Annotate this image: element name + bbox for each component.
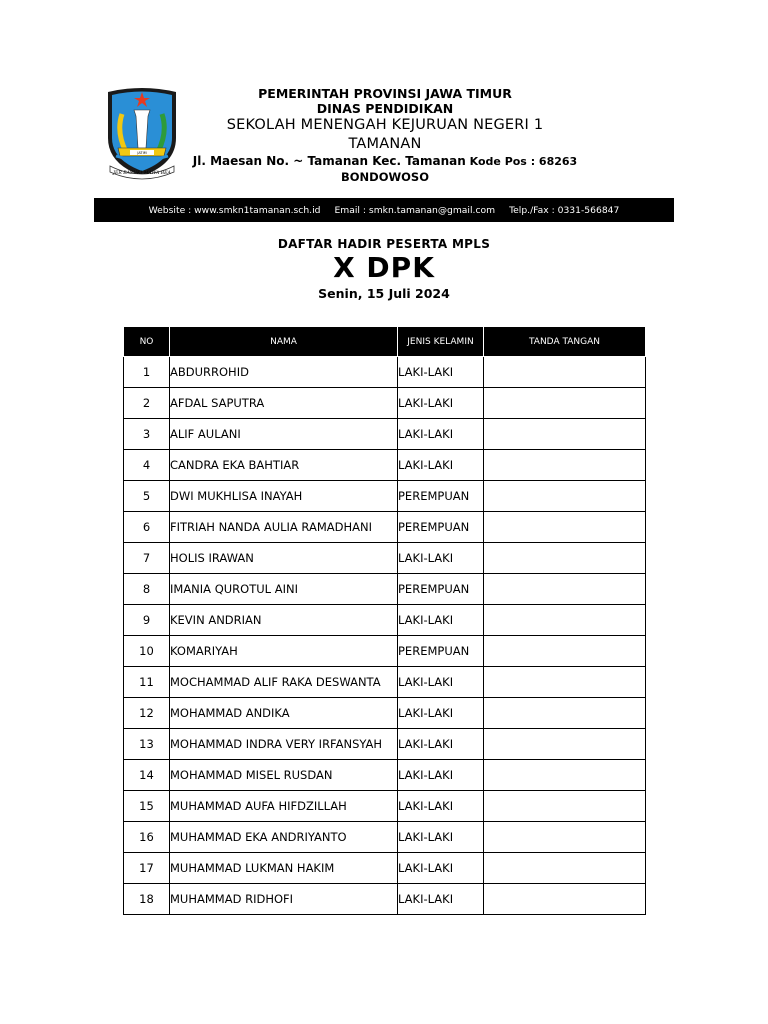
row-number: 18 [124,884,170,915]
student-name: HOLIS IRAWAN [170,543,398,574]
gender: LAKI-LAKI [398,853,484,884]
table-row [124,512,646,543]
department-line: DINAS PENDIDIKAN [316,101,454,116]
signature-cell[interactable] [484,791,646,822]
document-date: Senin, 15 Juli 2024 [318,286,450,301]
table-row [124,884,646,915]
gender: PEREMPUAN [398,481,484,512]
signature-cell[interactable] [484,450,646,481]
row-number: 16 [124,822,170,853]
table-row [124,729,646,760]
city-line: BONDOWOSO [340,170,429,184]
letterhead [190,86,580,185]
signature-cell[interactable] [484,729,646,760]
signature-cell[interactable] [484,667,646,698]
student-name: MOHAMMAD ANDIKA [170,698,398,729]
table-body [124,357,646,915]
student-name: FITRIAH NANDA AULIA RAMADHANI [170,512,398,543]
student-name: AFDAL SAPUTRA [170,388,398,419]
row-number: 10 [124,636,170,667]
table-row [124,698,646,729]
school-name: SEKOLAH MENENGAH KEJURUAN NEGERI 1 [226,117,544,133]
postal-code: Kode Pos : 68263 [469,155,578,168]
gender: LAKI-LAKI [398,450,484,481]
row-number: 11 [124,667,170,698]
signature-cell[interactable] [484,543,646,574]
gender: LAKI-LAKI [398,543,484,574]
signature-cell[interactable] [484,419,646,450]
header-jenis-kelamin: JENIS KELAMIN [398,327,484,357]
signature-cell[interactable] [484,636,646,667]
east-java-emblem-logo [104,86,180,180]
table-row [124,574,646,605]
gender: LAKI-LAKI [398,884,484,915]
email-text: Email : smkn.tamanan@gmail.com [334,204,496,216]
attendance-table [123,326,646,915]
signature-cell[interactable] [484,481,646,512]
signature-cell[interactable] [484,605,646,636]
gender: LAKI-LAKI [398,822,484,853]
table-row [124,357,646,388]
header-tanda-tangan: TANDA TANGAN [484,327,646,357]
student-name: MOHAMMAD INDRA VERY IRFANSYAH [170,729,398,760]
row-number: 3 [124,419,170,450]
website-text: Website : www.smkn1tamanan.sch.id [148,204,321,216]
student-name: MUHAMMAD RIDHOFI [170,884,398,915]
table-row [124,822,646,853]
gender: LAKI-LAKI [398,388,484,419]
table-row [124,450,646,481]
signature-cell[interactable] [484,884,646,915]
row-number: 14 [124,760,170,791]
row-number: 17 [124,853,170,884]
class-name: X DPK [333,251,435,284]
government-line: PEMERINTAH PROVINSI JAWA TIMUR [258,86,512,101]
header-no: NO [124,327,170,357]
student-name: CANDRA EKA BAHTIAR [170,450,398,481]
address-line [190,153,580,170]
signature-cell[interactable] [484,698,646,729]
phone-text: Telp./Fax : 0331-566847 [509,204,620,216]
row-number: 8 [124,574,170,605]
row-number: 13 [124,729,170,760]
row-number: 9 [124,605,170,636]
logo-motto: JER BASUKI MAWA BEA [113,171,171,176]
table-row [124,791,646,822]
gender: LAKI-LAKI [398,729,484,760]
table-row [124,667,646,698]
student-name: MUHAMMAD LUKMAN HAKIM [170,853,398,884]
table-row [124,760,646,791]
student-name: MOHAMMAD MISEL RUSDAN [170,760,398,791]
row-number: 7 [124,543,170,574]
table-row [124,543,646,574]
student-name: MOCHAMMAD ALIF RAKA DESWANTA [170,667,398,698]
table-row [124,481,646,512]
row-number: 2 [124,388,170,419]
school-location: TAMANAN [348,136,422,152]
header-nama: NAMA [170,327,398,357]
student-name: MUHAMMAD EKA ANDRIYANTO [170,822,398,853]
gender: LAKI-LAKI [398,760,484,791]
student-name: ALIF AULANI [170,419,398,450]
signature-cell[interactable] [484,388,646,419]
gender: LAKI-LAKI [398,667,484,698]
table-header-row [124,327,646,357]
row-number: 12 [124,698,170,729]
signature-cell[interactable] [484,512,646,543]
table-row [124,605,646,636]
table-row [124,419,646,450]
signature-cell[interactable] [484,574,646,605]
document-title: DAFTAR HADIR PESERTA MPLS [277,237,491,251]
contact-bar [94,198,674,222]
table-row [124,388,646,419]
row-number: 1 [124,357,170,388]
row-number: 15 [124,791,170,822]
student-name: DWI MUKHLISA INAYAH [170,481,398,512]
gender: LAKI-LAKI [398,791,484,822]
row-number: 5 [124,481,170,512]
signature-cell[interactable] [484,822,646,853]
row-number: 6 [124,512,170,543]
gender: PEREMPUAN [398,574,484,605]
student-name: KOMARIYAH [170,636,398,667]
gender: LAKI-LAKI [398,357,484,388]
student-name: ABDURROHID [170,357,398,388]
gender: LAKI-LAKI [398,698,484,729]
gender: LAKI-LAKI [398,419,484,450]
gender: PEREMPUAN [398,512,484,543]
address-main: Jl. Maesan No. ~ Tamanan Kec. Tamanan [192,154,466,168]
gender: LAKI-LAKI [398,605,484,636]
table-row [124,853,646,884]
student-name: MUHAMMAD AUFA HIFDZILLAH [170,791,398,822]
signature-cell[interactable] [484,357,646,388]
signature-cell[interactable] [484,760,646,791]
student-name: KEVIN ANDRIAN [170,605,398,636]
gender: PEREMPUAN [398,636,484,667]
logo-banner-text: JATIM [137,151,147,155]
table-row [124,636,646,667]
signature-cell[interactable] [484,853,646,884]
student-name: IMANIA QUROTUL AINI [170,574,398,605]
row-number: 4 [124,450,170,481]
